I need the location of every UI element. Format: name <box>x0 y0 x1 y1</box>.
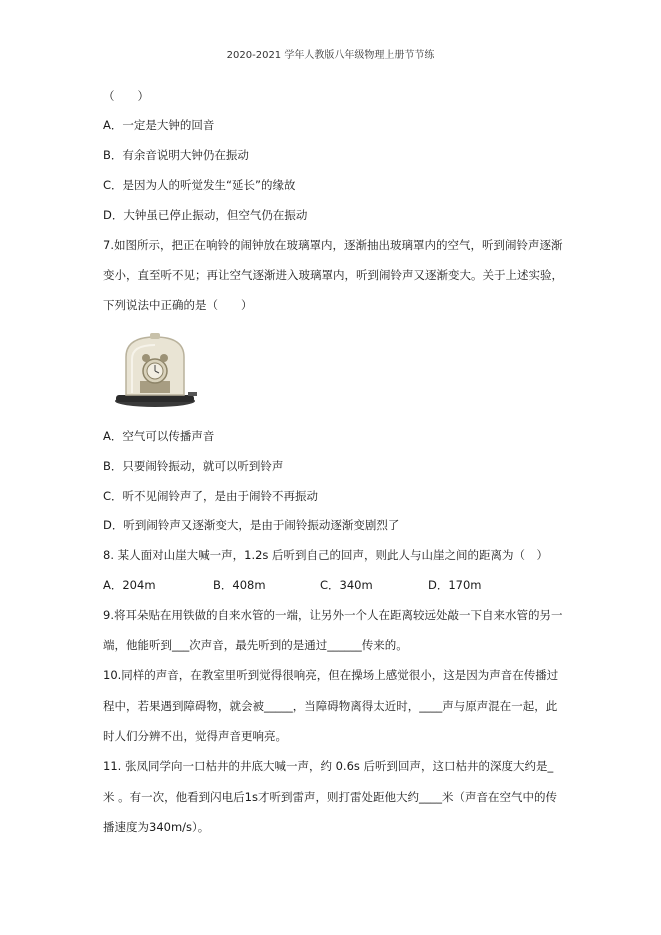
q10-text-line3: 时人们分辨不出，觉得声音更响亮。 <box>103 729 287 743</box>
bell-jar-figure <box>112 333 198 411</box>
q8-text: 8. 某人面对山崖大喊一声，1.2s 后听到自己的回声，则此人与山崖之间的距离为（ ） <box>103 548 549 562</box>
q9-text-line2: 端，他能听到___次声音，最先听到的是通过______传来的。 <box>103 638 408 652</box>
q6-option-a: A．一定是大钟的回音 <box>103 118 215 132</box>
q10-text-line1: 10.同样的声音，在教室里听到觉得很响亮，但在操场上感觉很小，这是因为声音在传播过 <box>103 668 559 682</box>
q7-text-line2: 变小，直至听不见；再让空气逐渐进入玻璃罩内，听到闹铃声又逐渐变大。关于上述实验， <box>103 268 563 282</box>
q8-option-b: B．408m <box>213 578 266 592</box>
q10-text-line2: 程中，若果遇到障碍物，就会被_____，当障碍物离得太近时，____声与原声混在一起，此 <box>103 699 558 713</box>
q6-option-c: C．是因为人的听觉发生“延长”的缘故 <box>103 178 296 192</box>
q11-text-line3: 播速度为340m/s）。 <box>103 820 210 834</box>
q7-text-line1: 7.如图所示，把正在响铃的闹钟放在玻璃罩内，逐渐抽出玻璃罩内的空气，听到闹铃声逐渐 <box>103 238 563 252</box>
q6-option-d: D．大钟虽已停止振动，但空气仍在振动 <box>103 208 308 222</box>
page-header: 2020-2021 学年人教版八年级物理上册节节练 <box>226 50 435 61</box>
q7-text-line3: 下列说法中正确的是（ ） <box>103 298 253 312</box>
q11-text-line2: 米 。有一次，他看到闪电后1s才听到雷声，则打雷处距他大约____米（声音在空气中的传 <box>103 790 557 804</box>
q7-option-a: A．空气可以传播声音 <box>103 429 215 443</box>
q9-text-line1: 9.将耳朵贴在用铁做的自来水管的一端，让另外一个人在距离较远处敲一下自来水管的另一 <box>103 608 563 622</box>
q8-option-d: D．170m <box>428 578 482 592</box>
q7-option-d: D．听到闹铃声又逐渐变大，是由于闹铃振动逐渐变剧烈了 <box>103 518 400 532</box>
q8-option-a: A．204m <box>103 578 156 592</box>
q11-text-line1: 11. 张凤同学向一口枯井的井底大喊一声，约 0.6s 后听到回声，这口枯井的深度大约是_ <box>103 759 554 773</box>
q8-option-c: C．340m <box>320 578 373 592</box>
q7-option-c: C．听不见闹铃声了，是由于闹铃不再振动 <box>103 489 319 503</box>
q7-option-b: B．只要闹铃振动，就可以听到铃声 <box>103 459 284 473</box>
q6-option-b: B．有余音说明大钟仍在振动 <box>103 148 249 162</box>
q6-bracket: （ ） <box>103 89 149 103</box>
q8-options <box>103 577 482 593</box>
